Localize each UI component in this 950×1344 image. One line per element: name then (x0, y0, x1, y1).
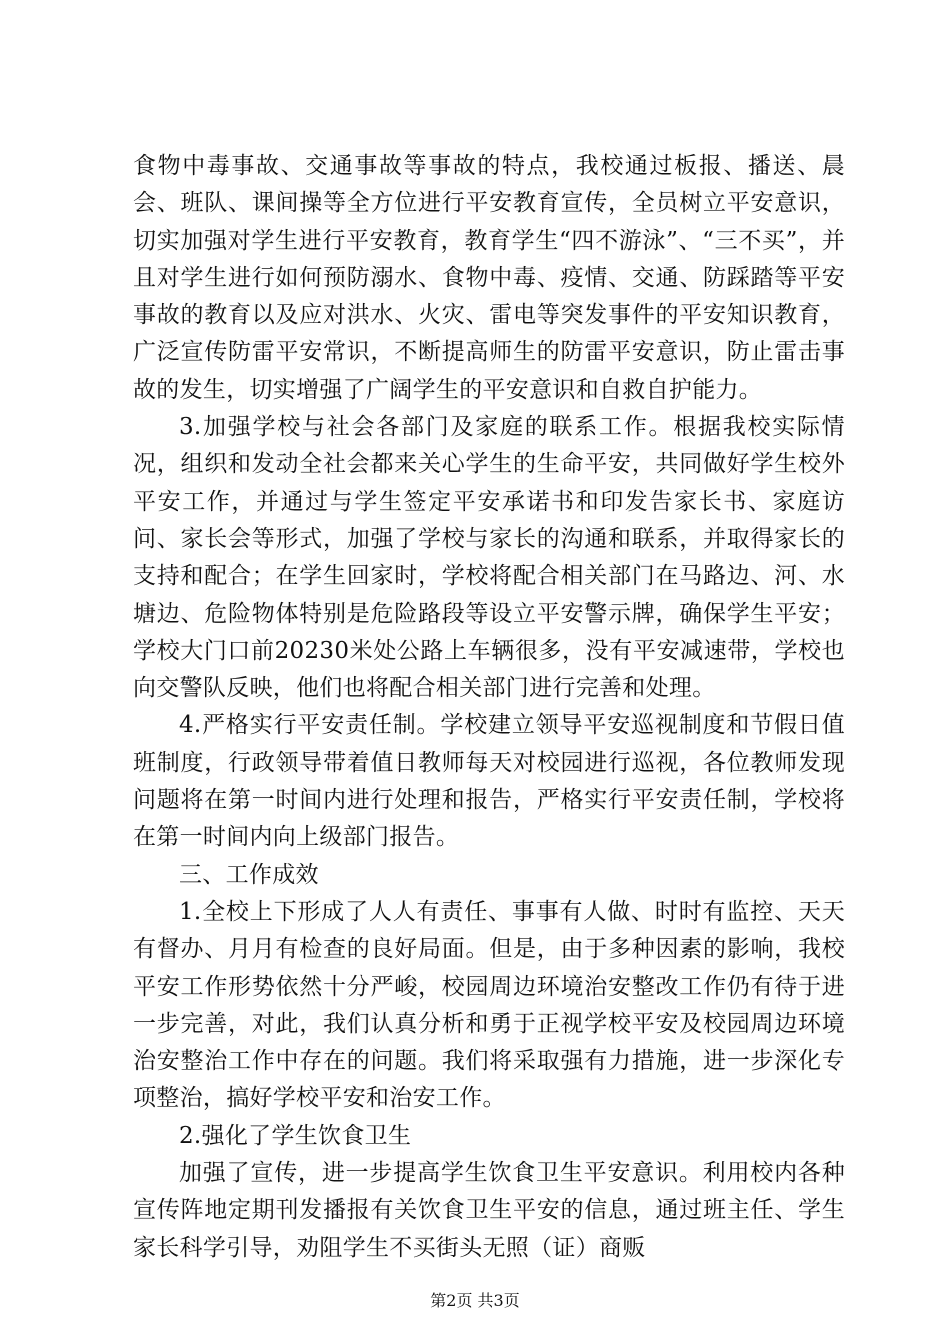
document-body (133, 148, 845, 1267)
paragraph-result-1: 1.全校上下形成了人人有责任、事事有人做、时时有监控、天天有督办、月月有检查的良好局面。但是，由于多种因素的影响，我校平安工作形势依然十分严峻，校园周边环境治安整改工作仍有待于进一步完善，对此，我们认真分析和勇于正视学校平安及校园周边环境治安整治工作中存在的问题。我们将采取强有力措施，进一步深化专项整治，搞好学校平安和治安工作。 (133, 898, 845, 1112)
paragraph-continued: 食物中毒事故、交通事故等事故的特点，我校通过板报、播送、晨会、班队、课间操等全方位进行平安教育宣传，全员树立平安意识，切实加强对学生进行平安教育，教育学生“四不游泳”、“三不买”，并且对学生进行如何预防溺水、食物中毒、疫情、交通、防踩踏等平安事故的教育以及应对洪水、火灾、雷电等突发事件的平安知识教育，广泛宣传防雷平安常识，不断提高师生的防雷平安意识，防止雷击事故的发生，切实增强了广阔学生的平安意识和自救自护能力。 (133, 153, 845, 403)
paragraph-result-2-body: 加强了宣传，进一步提高学生饮食卫生平安意识。利用校内各种宣传阵地定期刊发播报有关饮食卫生平安的信息，通过班主任、学生家长科学引导，劝阻学生不买街头无照（证）商贩 (133, 1160, 845, 1261)
paragraph-item-3: 3.加强学校与社会各部门及家庭的联系工作。根据我校实际情况，组织和发动全社会都来关心学生的生命平安，共同做好学生校外平安工作，并通过与学生签定平安承诺书和印发告家长书、家庭访问、家长会等形式，加强了学校与家长的沟通和联系，并取得家长的支持和配合；在学生回家时，学校将配合相关部门在马路边、河、水塘边、危险物体特别是危险路段等设立平安警示牌，确保学生平安；学校大门口前20230米处公路上车辆很多，没有平安减速带，学校也向交警队反映，他们也将配合相关部门进行完善和处理。 (133, 414, 845, 702)
paragraph-result-2-heading: 2.强化了学生饮食卫生 (179, 1122, 412, 1149)
page-footer: 第2页 共3页 (430, 1291, 520, 1310)
section-heading-results: 三、工作成效 (179, 861, 319, 888)
paragraph-item-4: 4.严格实行平安责任制。学校建立领导平安巡视制度和节假日值班制度，行政领导带着值日教师每天对校园进行巡视，各位教师发现问题将在第一时间内进行处理和报告，严格实行平安责任制，学校将在第一时间内向上级部门报告。 (133, 712, 845, 851)
